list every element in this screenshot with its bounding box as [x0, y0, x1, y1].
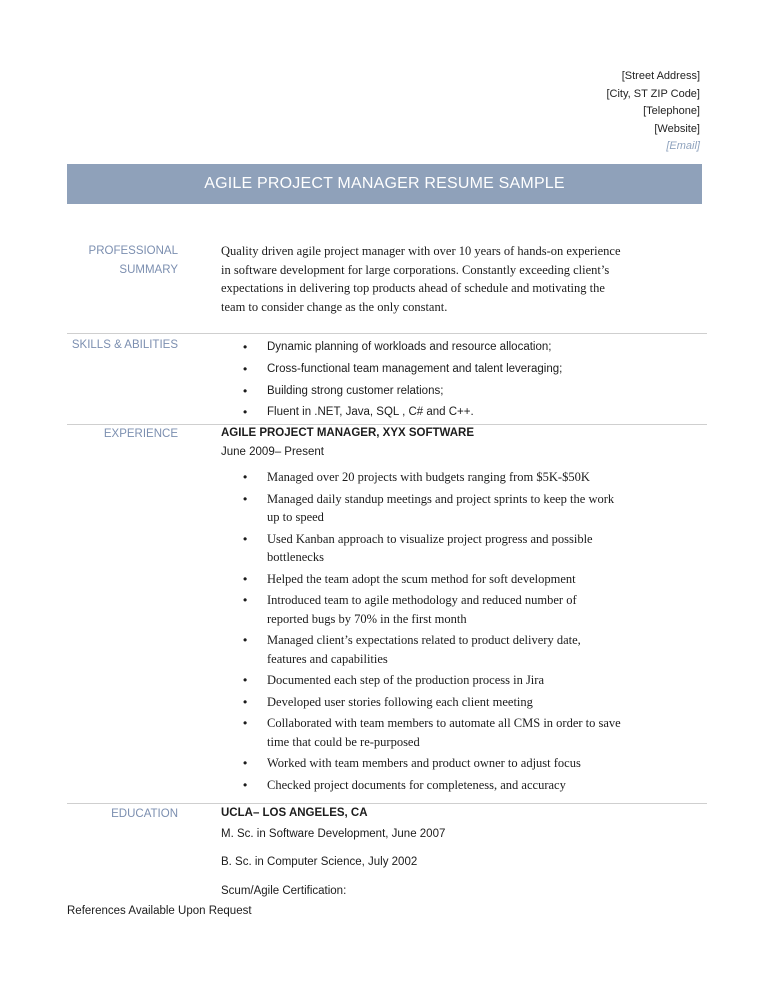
- resume-title-banner: AGILE PROJECT MANAGER RESUME SAMPLE: [67, 164, 702, 204]
- summary-label: [89, 242, 178, 280]
- section-divider: [67, 333, 707, 334]
- list-item: • Cross-functional team management and talent leveraging;: [221, 359, 562, 381]
- list-item: • Collaborated with team members to automate all CMS in order to save time that could be re-purposed: [221, 714, 621, 751]
- experience-list: [221, 468, 621, 797]
- website: [Website]: [654, 122, 700, 135]
- list-item: • Introduced team to agile methodology and reduced number of reported bugs by 70% in the first month: [221, 591, 621, 628]
- list-item: • Building strong customer relations;: [221, 381, 562, 403]
- job-dates: June 2009– Present: [221, 446, 324, 458]
- degree-bachelors: B. Sc. in Computer Science, July 2002: [221, 856, 418, 868]
- list-item: • Used Kanban approach to visualize project progress and possible bottlenecks: [221, 530, 621, 567]
- email: [Email]: [666, 140, 700, 152]
- education-label: EDUCATION: [111, 808, 178, 820]
- degree-masters: M. Sc. in Software Development, June 2007: [221, 828, 446, 840]
- list-item: • Fluent in .NET, Java, SQL , C# and C++.: [221, 402, 562, 424]
- list-item: • Managed over 20 projects with budgets ranging from $5K-$50K: [221, 468, 621, 487]
- experience-label: EXPERIENCE: [103, 428, 178, 440]
- summary-label-line-2: SUMMARY: [119, 264, 178, 276]
- section-divider: [67, 803, 707, 804]
- job-title: AGILE PROJECT MANAGER, XYX SOFTWARE: [221, 427, 475, 439]
- list-item: • Documented each step of the production process in Jira: [221, 671, 621, 690]
- certification: Scum/Agile Certification:: [221, 885, 347, 897]
- skills-list: [221, 337, 562, 424]
- list-item: • Worked with team members and product owner to adjust focus: [221, 754, 621, 773]
- list-item: • Developed user stories following each client meeting: [221, 693, 621, 712]
- list-item: • Managed daily standup meetings and project sprints to keep the work up to speed: [221, 490, 621, 527]
- list-item: • Managed client’s expectations related to product delivery date, features and capabilities: [221, 631, 621, 668]
- list-item: • Dynamic planning of workloads and resource allocation;: [221, 337, 562, 359]
- summary-label-line-1: PROFESSIONAL: [88, 245, 178, 257]
- school-name: UCLA– LOS ANGELES, CA: [221, 807, 368, 819]
- skills-label: SKILLS & ABILITIES: [71, 339, 178, 351]
- street-address: [Street Address]: [621, 70, 700, 82]
- list-item: • Checked project documents for completeness, and accuracy: [221, 776, 621, 795]
- references-note: References Available Upon Request: [67, 905, 252, 917]
- telephone: [Telephone]: [643, 105, 700, 117]
- city-state-zip: [City, ST ZIP Code]: [606, 87, 700, 100]
- contact-block: [606, 68, 700, 156]
- list-item: • Helped the team adopt the scum method for soft development: [221, 570, 621, 589]
- professional-summary: Quality driven agile project manager with over 10 years of hands-on experience in software development for large corporations. Constantly exceeding client’s expectations in delivering top products ahead of schedule and motivating the team to consider change as the only constant.: [221, 244, 621, 314]
